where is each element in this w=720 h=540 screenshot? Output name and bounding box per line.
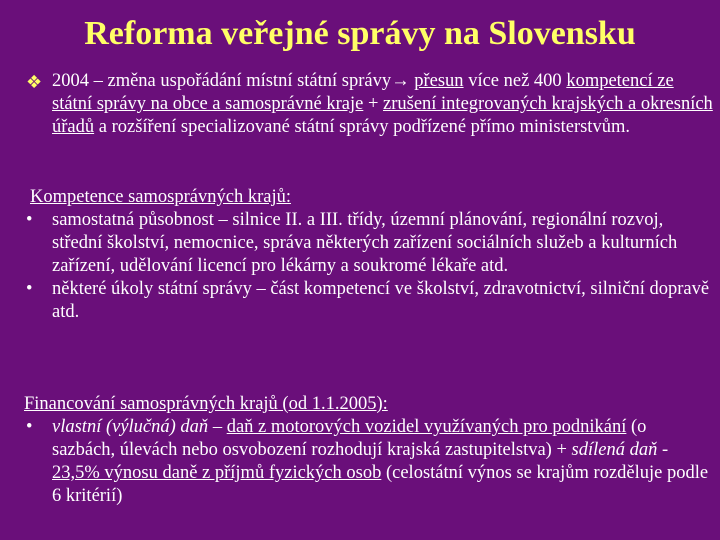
- intro-part-4: kompetencí ze státní správy na obce a samosprávné kraje: [52, 71, 674, 114]
- intro-paragraph: [24, 70, 714, 139]
- bullet-icon: •: [26, 279, 33, 299]
- financing-section: [24, 393, 714, 508]
- competences-section: [24, 186, 714, 324]
- intro-part-1: 2004 – změna uspořádání místní státní správy: [52, 71, 392, 91]
- competences-heading-wrap: [24, 186, 714, 209]
- financing-heading-wrap: [24, 393, 714, 416]
- financing-item: [52, 417, 708, 506]
- slide-title: Reforma veřejné správy na Slovensku: [84, 15, 636, 52]
- financing-part-2: –: [208, 417, 227, 437]
- own-tax-label: vlastní (výlučná) daň: [52, 417, 209, 437]
- financing-heading: Financování samosprávných krajů (od 1.1.2005):: [24, 394, 388, 414]
- financing-part-7: 23,5% výnosu daně z příjmů fyzických osob: [52, 463, 382, 483]
- competence-item-2: některé úkoly státní správy – část kompetencí ve školství, zdravotnictví, silniční dopravě atd.: [52, 279, 710, 322]
- arrow-icon: →: [391, 71, 410, 91]
- intro-part-6: zrušení integrovaných krajských a okresních úřadů: [52, 94, 713, 137]
- diamond-bullet-icon: ❖: [26, 72, 43, 93]
- financing-part-6: -: [657, 440, 669, 460]
- financing-part-4: (o sazbách, úlevách nebo osvobození rozhodují krajská zastupitelstva) +: [52, 417, 647, 460]
- list-item: [24, 416, 714, 508]
- competences-heading: Kompetence samosprávných krajů:: [30, 187, 291, 207]
- list-item: [24, 209, 714, 278]
- competences-list: [24, 209, 714, 324]
- bullet-icon: •: [26, 417, 33, 437]
- intro-part-7: a rozšíření specializované státní správy podřízené přímo ministerstvům.: [94, 117, 630, 137]
- bullet-icon: •: [26, 210, 33, 230]
- shared-tax-label: sdílená daň: [571, 440, 658, 460]
- competence-item-1: samostatná působnost – silnice II. a III. třídy, územní plánování, regionální rozvoj, střední školství, nemocnice, správa některých zařízení sociálních služeb a kulturních zařízení, udělování licencí pro lékárny a soukromé lékaře atd.: [52, 210, 678, 276]
- financing-list: [24, 416, 714, 508]
- intro-part-3: více než 400: [463, 71, 567, 91]
- intro-part-5: +: [363, 94, 383, 114]
- financing-part-3: daň z motorových vozidel využívaných pro podnikání: [226, 417, 627, 437]
- list-item: [24, 278, 714, 324]
- intro-text: [24, 70, 714, 139]
- intro-part-2: přesun: [414, 71, 464, 91]
- financing-part-8: (celostátní výnos se krajům rozděluje podle 6 kritérií): [52, 463, 709, 506]
